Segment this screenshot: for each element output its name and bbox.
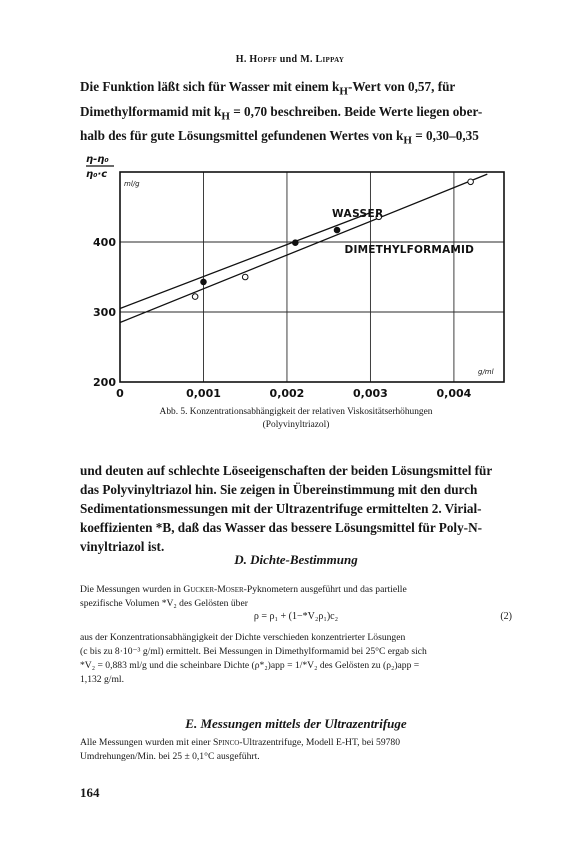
density-line-3: aus der Konzentrationsabhängigkeit der Dichte verschieden konzentrierter Lösungen [80,632,406,643]
series-label-wasser: WASSER [332,207,384,220]
author-lippay: M. Lippay [300,54,345,65]
x-axis-unit: g/ml [478,368,494,376]
chart-grid [120,172,504,382]
section-heading-ultracentrifuge: E. Messungen mittels der Ultrazentrifuge [185,716,407,731]
ultracentrifuge-line-2: Umdrehungen/Min. bei 25 ± 0,1°C ausgeführt. [80,751,260,762]
y-axis-unit: ml/g [124,180,140,188]
density-equation [80,611,512,625]
x-tick-label-0: 0 [116,387,124,400]
density-line-2: spezifische Volumen *V₂ des Gelösten über [80,598,248,609]
page-number: 164 [80,785,100,800]
density-line-5: *V₂ = 0,883 ml/g und die scheinbare Dichte (ρ*₂)app = 1/*V₂ des Gelösten zu (ρ₂)app = [80,660,420,671]
chart-ticks [93,236,472,400]
series-label-dimethylformamid: DIMETHYLFORMAMID [344,244,475,257]
intro-line-2: Dimethylformamid mit $k_H = 0,70$ beschreiben. Beide Werte liegen ober- [80,103,483,123]
discussion-line-4: koeffizienten *B, daß das Wasser das bessere Lösungsmittel für Poly-N- [80,520,482,535]
equation-body: ρ = ρ₁ + (1−*V₂ρ₁)c₂ [253,611,339,622]
chart-plot-frame [120,172,504,382]
y-tick-label-2: 400 [93,236,116,249]
density-line-6: 1,132 g/ml. [80,674,124,685]
y-label-denominator: η₀·c [86,169,108,180]
chart-series-labels [332,208,474,256]
caption-line-2: (Polyvinyltriazol) [262,420,330,430]
discussion-line-3: Sedimentationsmessungen mit der Ultrazentrifuge ermittelten 2. Virial- [80,501,482,516]
ultracentrifuge-line-1: Alle Messungen wurden mit einer Spinco-Ultrazentrifuge, Modell E-HT, bei 59780 [80,737,401,748]
density-text-1 [80,583,512,611]
data-point-series-1-1 [242,274,248,280]
data-point-series-0-1 [293,240,299,246]
intro-line-1: Die Funktion läßt sich für Wasser mit einem $k_H$-Wert von 0,57, für [80,79,456,98]
y-tick-label-0: 200 [93,376,116,389]
intro-paragraph [80,77,512,151]
intro-line-3: halb des für gute Lösungsmittel gefundenen Wertes von $k_H = 0,30-0,35$ [80,128,479,147]
author-hopff: H. Hopff [235,54,277,65]
fit-line-series-0 [120,213,370,309]
density-line-4: (c bis zu 8·10⁻³ g/ml) ermittelt. Bei Messungen in Dimethylformamid bei 25°C ergab sich [80,646,427,657]
section-heading-density: D. Dichte-Bestimmung [234,552,358,567]
caption-line-1: Abb. 5. Konzentrationsabhängigkeit der relativen Viskositätserhöhungen [159,407,433,417]
y-tick-label-1: 300 [93,306,116,319]
equation-number: (2) [500,611,512,622]
running-head [0,54,580,65]
data-point-series-1-3 [468,179,474,185]
x-tick-label-2: 0,002 [269,387,305,400]
x-tick-label-4: 0,004 [436,387,472,400]
chart-y-axis-label [86,154,140,188]
discussion-paragraph [80,461,512,556]
viscosity-figure [82,150,514,400]
discussion-line-5: vinyltriazol ist. [80,539,165,554]
viscosity-chart [82,150,514,400]
y-label-numerator: η-η₀ [86,154,109,165]
author-connector: und [279,54,298,65]
density-text-2 [80,631,512,687]
x-tick-label-1: 0,001 [186,387,221,400]
figure-caption [80,406,512,432]
discussion-line-2: das Polyvinyltriazol hin. Sie zeigen in Übereinstimmung mit den durch [80,482,478,497]
data-point-series-1-0 [192,294,198,300]
ultracentrifuge-text [80,736,512,764]
x-tick-label-3: 0,003 [353,387,388,400]
data-point-series-0-0 [201,279,207,285]
data-point-series-0-2 [334,227,340,233]
discussion-line-1: und deuten auf schlechte Löseeigenschaften der beiden Lösungsmittel für [80,463,493,478]
density-line-1: Die Messungen wurden in Gucker-Moser-Pyknometern ausgeführt und das partielle [80,584,407,595]
